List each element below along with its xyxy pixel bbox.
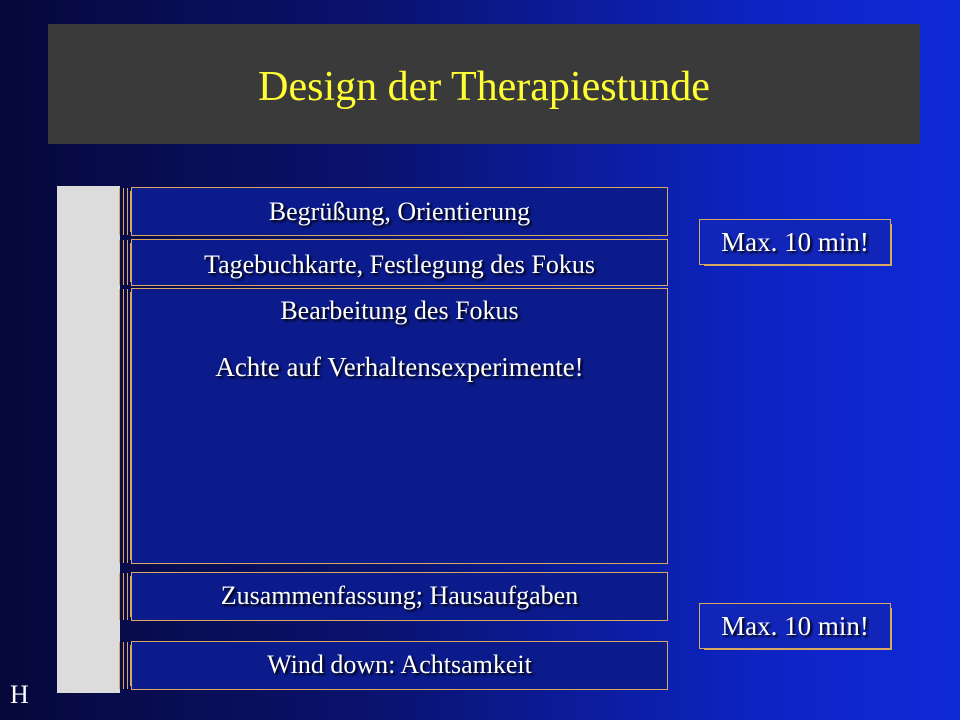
- box-stack-lines: [119, 240, 131, 285]
- section-summary-label: Zusammenfassung; Hausaufgaben: [220, 581, 579, 610]
- box-stack-lines: [119, 573, 131, 620]
- section-diary-card: [131, 239, 668, 286]
- section-greeting: [131, 187, 668, 236]
- box-stack-lines: [119, 642, 131, 689]
- section-greeting-label: Begrüßung, Orientierung: [268, 197, 531, 226]
- section-diary-card-label: Tagebuchkarte, Festlegung des Fokus: [204, 250, 595, 279]
- side-strip: [57, 186, 120, 693]
- slide-title: Design der Therapiestunde: [258, 64, 710, 110]
- section-focus-work-label: Bearbeitung des Fokus: [280, 296, 519, 325]
- box-stack-lines: [119, 289, 131, 563]
- section-wind-down-label: Wind down: Achtsamkeit: [267, 650, 532, 679]
- time-badge-top: Max. 10 min!: [699, 219, 891, 265]
- footer-letter: H: [10, 680, 29, 709]
- section-summary: [131, 572, 668, 621]
- section-wind-down: [131, 641, 668, 690]
- section-focus-work: [131, 288, 668, 564]
- time-badge-bottom: Max. 10 min!: [699, 603, 891, 649]
- section-focus-work-note: Achte auf Verhaltensexperimente!: [215, 352, 584, 382]
- title-bar: [48, 24, 920, 144]
- box-stack-lines: [119, 188, 131, 235]
